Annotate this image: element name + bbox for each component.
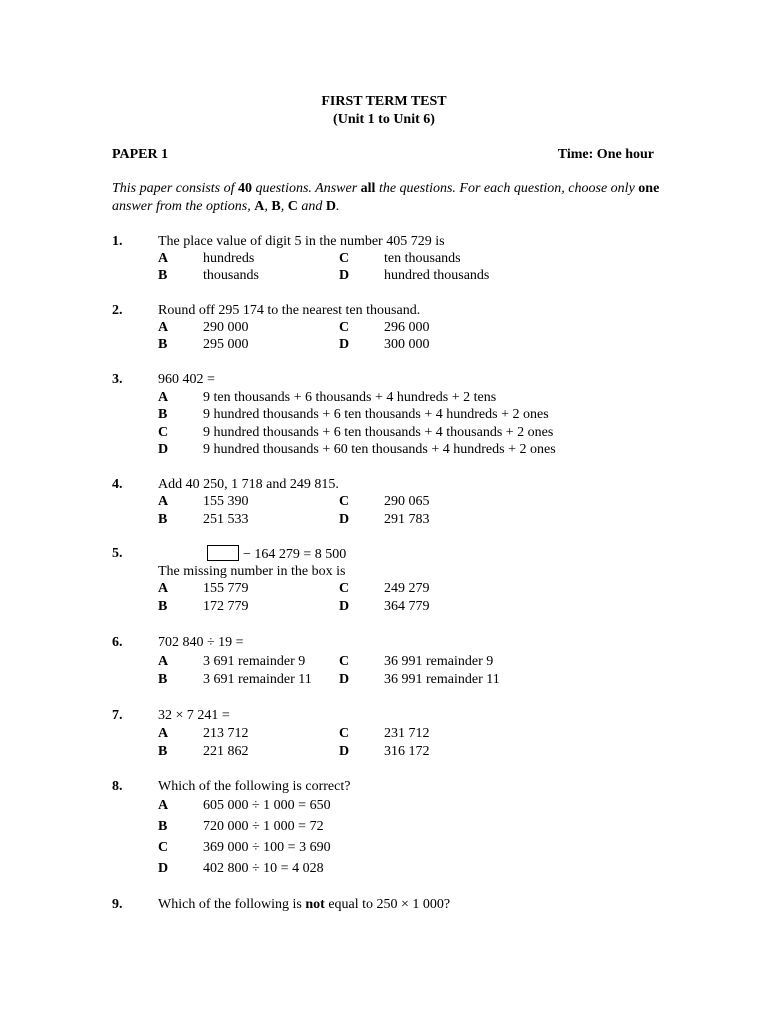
option-a: 155 779	[203, 581, 249, 596]
option-letter-c: C	[158, 425, 169, 440]
intro-all: all	[360, 181, 376, 196]
option-letter-c: C	[339, 251, 350, 266]
option-letter-c: C	[339, 654, 350, 669]
option-letter-d: D	[158, 861, 169, 876]
intro-letter-b: B	[271, 199, 281, 214]
option-c: 249 279	[384, 581, 430, 596]
option-b: 251 533	[203, 512, 249, 527]
intro-count: 40	[238, 181, 253, 196]
question-stem: Round off 295 174 to the nearest ten thousand.	[158, 303, 421, 318]
option-letter-a: A	[158, 320, 169, 335]
option-letter-b: B	[158, 407, 168, 422]
option-letter-d: D	[339, 337, 350, 352]
option-a: 213 712	[203, 726, 249, 741]
question-stem: 32 × 7 241 =	[158, 708, 230, 723]
option-letter-b: B	[158, 599, 168, 614]
option-letter-a: A	[158, 798, 169, 813]
question-stem: 702 840 ÷ 19 =	[158, 635, 244, 650]
option-letter-c: C	[339, 581, 350, 596]
option-d: 291 783	[384, 512, 430, 527]
option-letter-b: B	[158, 744, 168, 759]
intro-text: questions. Answer	[252, 181, 361, 196]
option-letter-a: A	[158, 251, 169, 266]
stem-text: equal to 250 × 1 000?	[324, 897, 451, 912]
option-a: 9 ten thousands + 6 thousands + 4 hundreds + 2 tens	[203, 390, 497, 405]
option-a: 290 000	[203, 320, 249, 335]
question-stem: The place value of digit 5 in the number 405 729 is	[158, 234, 445, 249]
intro-text: This paper consists of	[112, 181, 239, 196]
option-a: 3 691 remainder 9	[203, 654, 306, 669]
option-letter-b: B	[158, 512, 168, 527]
option-d: hundred thousands	[384, 268, 490, 283]
option-letter-d: D	[158, 442, 169, 457]
option-d: 316 172	[384, 744, 430, 759]
option-c: 296 000	[384, 320, 430, 335]
option-d: 300 000	[384, 337, 430, 352]
intro-letter-c: C	[287, 199, 298, 214]
option-c: 290 065	[384, 494, 430, 509]
option-b: thousands	[203, 268, 259, 283]
option-letter-a: A	[158, 654, 169, 669]
intro-letter-a: A	[254, 199, 265, 214]
option-letter-d: D	[339, 268, 350, 283]
intro-end: .	[335, 199, 340, 214]
intro-sep: ,	[264, 199, 272, 214]
option-c: 9 hundred thousands + 6 ten thousands + 4 thousands + 2 ones	[203, 425, 554, 440]
option-d: 402 800 ÷ 10 = 4 028	[203, 861, 324, 876]
option-letter-a: A	[158, 390, 169, 405]
option-letter-d: D	[339, 744, 350, 759]
option-b: 295 000	[203, 337, 249, 352]
question-number: 1.	[112, 234, 123, 249]
paper-label: PAPER 1	[112, 147, 169, 162]
option-letter-b: B	[158, 337, 168, 352]
option-c: ten thousands	[384, 251, 461, 266]
question-stem: Add 40 250, 1 718 and 249 815.	[158, 477, 339, 492]
question-stem: Which of the following is correct?	[158, 779, 351, 794]
test-subtitle: (Unit 1 to Unit 6)	[333, 112, 435, 127]
intro-text: answer from the options,	[112, 199, 255, 214]
option-b: 9 hundred thousands + 6 ten thousands + 4 hundreds + 2 ones	[203, 407, 549, 422]
option-a: hundreds	[203, 251, 255, 266]
option-letter-d: D	[339, 599, 350, 614]
question-equation	[207, 545, 346, 563]
intro-and: and	[297, 199, 326, 214]
equation-text: − 164 279 = 8 500	[243, 547, 347, 562]
paper-header	[112, 146, 654, 164]
option-b: 3 691 remainder 11	[203, 672, 312, 687]
option-letter-d: D	[339, 672, 350, 687]
option-d: 364 779	[384, 599, 430, 614]
option-a: 155 390	[203, 494, 249, 509]
option-b: 221 862	[203, 744, 249, 759]
option-letter-c: C	[339, 494, 350, 509]
question-stem	[158, 896, 450, 913]
option-b: 172 779	[203, 599, 249, 614]
option-b: 720 000 ÷ 1 000 = 72	[203, 819, 324, 834]
question-number: 5.	[112, 546, 123, 561]
option-c: 36 991 remainder 9	[384, 654, 494, 669]
question-number: 4.	[112, 477, 123, 492]
question-number: 3.	[112, 372, 123, 387]
question-number: 2.	[112, 303, 123, 318]
question-stem: 960 402 =	[158, 372, 215, 387]
intro-letter-d: D	[325, 199, 336, 214]
option-letter-c: C	[158, 840, 169, 855]
option-d: 36 991 remainder 11	[384, 672, 500, 687]
question-stem: The missing number in the box is	[158, 564, 346, 579]
question-number: 6.	[112, 635, 123, 650]
instructions	[112, 180, 672, 216]
intro-one: one	[638, 181, 660, 196]
option-c: 369 000 ÷ 100 = 3 690	[203, 840, 331, 855]
option-letter-b: B	[158, 268, 168, 283]
option-letter-b: B	[158, 819, 168, 834]
answer-box	[207, 545, 239, 561]
option-letter-b: B	[158, 672, 168, 687]
time-label: Time: One hour	[557, 147, 654, 162]
intro-text: the questions. For each question, choose only	[375, 181, 639, 196]
test-title: FIRST TERM TEST	[321, 94, 447, 109]
question-number: 9.	[112, 897, 123, 912]
option-letter-c: C	[339, 726, 350, 741]
option-letter-a: A	[158, 726, 169, 741]
option-letter-a: A	[158, 581, 169, 596]
question-number: 7.	[112, 708, 123, 723]
intro-sep: ,	[280, 199, 288, 214]
option-letter-d: D	[339, 512, 350, 527]
question-number: 8.	[112, 779, 123, 794]
option-letter-c: C	[339, 320, 350, 335]
stem-emphasis: not	[305, 897, 325, 912]
stem-text: Which of the following is	[158, 897, 306, 912]
option-c: 231 712	[384, 726, 430, 741]
option-d: 9 hundred thousands + 60 ten thousands + 4 hundreds + 2 ones	[203, 442, 556, 457]
option-letter-a: A	[158, 494, 169, 509]
option-a: 605 000 ÷ 1 000 = 650	[203, 798, 331, 813]
